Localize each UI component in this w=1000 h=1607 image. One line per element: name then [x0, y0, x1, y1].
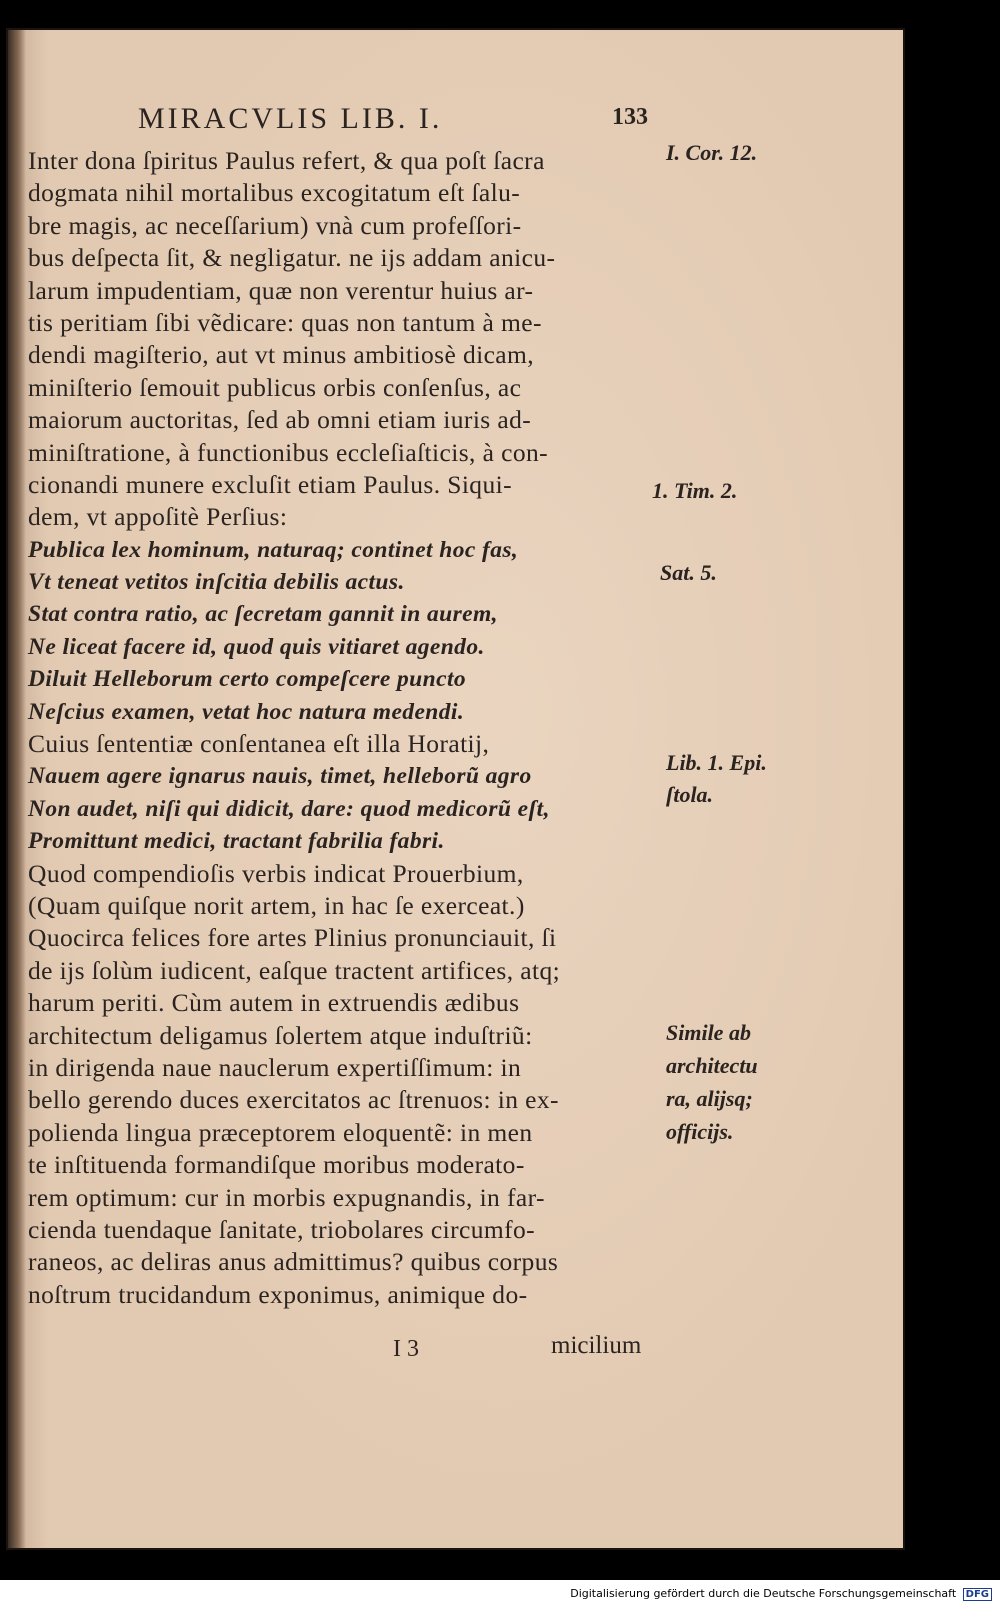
text-line: tis peritiam ſibi vẽdicare: quas non tantum à me- [28, 307, 542, 337]
credit-text: Digitalisierung gefördert durch die Deutsche Forschungsgemeinschaft [570, 1587, 957, 1600]
text-line: Vt teneat vetitos inſcitia debilis actus. [28, 569, 405, 596]
margin-note-epi-2: ſtola. [666, 782, 714, 807]
margin-note-sat: Sat. 5. [660, 560, 717, 585]
text-line: raneos, ac deliras anus admittimus? quibus corpus [28, 1247, 559, 1277]
digitization-credit [570, 1587, 992, 1601]
text-line: cionandi munere excluſit etiam Paulus. Siqui- [28, 469, 512, 499]
text-line: Nauem agere ignarus nauis, timet, helleborũ agro [28, 763, 532, 790]
running-header: MIRACVLIS LIB. I. [138, 102, 443, 135]
margin-note-simile-1: Simile ab [666, 1020, 751, 1045]
text-line: Cuius ſententiæ conſentanea eſt illa Horatij, [28, 729, 490, 759]
text-line: dem, vt appoſitè Perſius: [28, 502, 288, 532]
page-number: 133 [612, 104, 648, 130]
text-line: cienda tuendaque ſanitate, triobolares circumfo- [28, 1214, 536, 1244]
margin-note-simile-4: officijs. [666, 1119, 734, 1144]
text-line: Diluit Helleborum certo compeſcere puncto [28, 666, 467, 693]
text-line: noſtrum trucidandum exponimus, animique do- [28, 1279, 528, 1309]
text-line: miniſtratione, à functionibus eccleſiaſticis, à con- [28, 437, 549, 467]
text-line: in dirigenda naue nauclerum expertiſſimum: in [28, 1052, 522, 1082]
text-line: Neſcius examen, vetat hoc natura medendi. [28, 698, 465, 725]
margin-note-cor: I. Cor. 12. [666, 140, 758, 165]
signature-mark: I 3 [393, 1336, 419, 1362]
text-line: te inſtituenda formandiſque moribus moderato- [28, 1150, 525, 1180]
text-line: Promittunt medici, tractant fabrilia fabri. [28, 828, 445, 855]
margin-note-simile-2: architectu [666, 1053, 758, 1078]
text-line: Quod compendioſis verbis indicat Prouerbium, [28, 858, 524, 888]
page-gutter [8, 30, 26, 1548]
margin-note-epi-1: Lib. 1. Epi. [666, 750, 767, 775]
text-line: Stat contra ratio, ac ſecretam gannit in aurem, [28, 601, 498, 628]
text-line: Quocirca felices fore artes Plinius pronunciauit, ſi [28, 923, 557, 953]
text-line: dogmata nihil mortalibus excogitatum eſt ſalu- [28, 178, 521, 208]
text-line: bre magis, ac neceſſarium) vnà cum profeſſori- [28, 210, 522, 240]
text-line: Non audet, niſi qui didicit, dare: quod medicorũ eſt, [28, 795, 550, 822]
margin-note-simile-3: ra, alijsq; [666, 1086, 753, 1111]
text-line: bello gerendo duces exercitatos ac ſtrenuos: in ex- [28, 1085, 559, 1115]
text-line: Publica lex hominum, naturaq; continet hoc fas, [28, 536, 519, 563]
text-line: polienda lingua præceptorem eloquentẽ: in men [28, 1117, 533, 1147]
text-line: (Quam quiſque norit artem, in hac ſe exerceat.) [28, 890, 525, 920]
text-line: harum periti. Cùm autem in extruendis ædibus [28, 988, 520, 1018]
catchword: micilium [551, 1332, 642, 1359]
text-line: architectum deligamus ſolertem atque induſtriũ: [28, 1020, 533, 1050]
text-line: de ijs ſolùm iudicent, eaſque tractent artifices, atq; [28, 955, 561, 985]
margin-note-tim: 1. Tim. 2. [652, 478, 738, 503]
dfg-logo: DFG [963, 1588, 992, 1601]
text-line: larum impudentiam, quæ non verentur huius ar- [28, 275, 534, 305]
text-line: Ne liceat facere id, quod quis vitiaret agendo. [28, 633, 485, 660]
text-line: Inter dona ſpiritus Paulus refert, & qua poſt ſacra [28, 146, 545, 175]
text-line: maiorum auctoritas, ſed ab omni etiam iuris ad- [28, 405, 532, 435]
text-line: miniſterio ſemouit publicus orbis conſenſus, ac [28, 372, 522, 402]
main-text-block [28, 145, 658, 1311]
text-line: rem optimum: cur in morbis expugnandis, in far- [28, 1182, 545, 1212]
text-line: dendi magiſterio, aut vt minus ambitiosè dicam, [28, 340, 535, 370]
text-line: bus deſpecta ſit, & negligatur. ne ijs addam anicu- [28, 243, 556, 273]
